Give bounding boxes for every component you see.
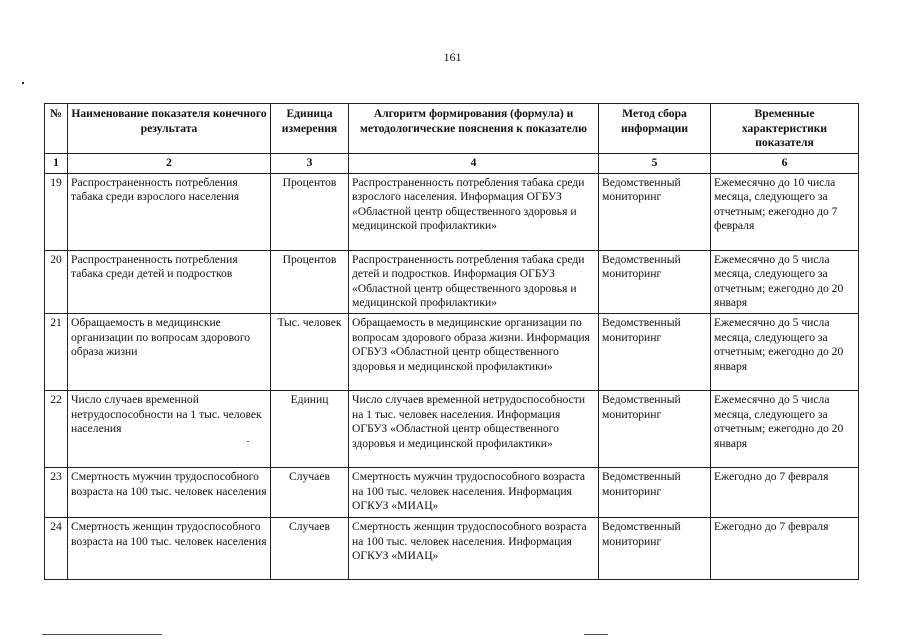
algorithm: Распространенность потребления табака среди детей и подростков. Информация ОГБУЗ «Областной центр общественного здоровья и медицинской профилактики» [349,250,599,313]
row-number: 19 [45,173,68,250]
row-number: 24 [45,517,68,579]
timing: Ежегодно до 7 февраля [711,517,859,579]
row-number: 22 [45,390,68,467]
unit: Тыс. человек [271,313,349,390]
timing: Ежегодно до 7 февраля [711,467,859,517]
table-row [45,250,859,313]
indicators-table [44,103,859,580]
scan-edge-line [584,634,608,635]
scan-speck [247,441,249,442]
algorithm: Число случаев временной нетрудоспособности на 1 тыс. человек населения. Информация ОГБУЗ «Областной центр общественного здоровья и медицинской профилактики» [349,390,599,467]
collection-method: Ведомственный мониторинг [599,173,711,250]
column-number: 1 [45,154,68,174]
algorithm: Смертность мужчин трудоспособного возраста на 100 тыс. человек населения. Информация ОГКУЗ «МИАЦ» [349,467,599,517]
column-number: 3 [271,154,349,174]
unit: Единиц [271,390,349,467]
row-number: 23 [45,467,68,517]
header-algorithm: Алгоритм формирования (формула) и методологические пояснения к показателю [349,104,599,154]
indicator-name: Обращаемость в медицинские организации по вопросам здорового образа жизни [68,313,271,390]
indicator-name: Распространенность потребления табака среди детей и подростков [68,250,271,313]
row-number: 20 [45,250,68,313]
unit: Процентов [271,250,349,313]
table-row [45,467,859,517]
indicator-name: Смертность женщин трудоспособного возраста на 100 тыс. человек населения [68,517,271,579]
collection-method: Ведомственный мониторинг [599,390,711,467]
table-row [45,390,859,467]
row-number: 21 [45,313,68,390]
column-number: 6 [711,154,859,174]
header-unit: Единица измерения [271,104,349,154]
indicator-name: Число случаев временной нетрудоспособности на 1 тыс. человек населения [68,390,271,467]
collection-method: Ведомственный мониторинг [599,517,711,579]
scan-speck [22,82,24,84]
timing: Ежемесячно до 5 числа месяца, следующего за отчетным; ежегодно до 20 января [711,250,859,313]
timing: Ежемесячно до 5 числа месяца, следующего за отчетным; ежегодно до 20 января [711,313,859,390]
algorithm: Смертность женщин трудоспособного возраста на 100 тыс. человек населения. Информация ОГКУЗ «МИАЦ» [349,517,599,579]
table-header-row [45,104,859,154]
header-timing: Временные характеристики показателя [711,104,859,154]
timing: Ежемесячно до 10 числа месяца, следующего за отчетным; ежегодно до 7 февраля [711,173,859,250]
header-indicator-name: Наименование показателя конечного результата [68,104,271,154]
timing: Ежемесячно до 5 числа месяца, следующего за отчетным; ежегодно до 20 января [711,390,859,467]
collection-method: Ведомственный мониторинг [599,467,711,517]
unit: Процентов [271,173,349,250]
column-number: 4 [349,154,599,174]
unit: Случаев [271,467,349,517]
table-row [45,173,859,250]
scan-edge-line [42,634,162,635]
table-row [45,517,859,579]
page-number: 161 [443,50,462,64]
algorithm: Распространенность потребления табака среди взрослого населения. Информация ОГБУЗ «Областной центр общественного здоровья и медицинской профилактики» [349,173,599,250]
header-method: Метод сбора информации [599,104,711,154]
algorithm: Обращаемость в медицинские организации по вопросам здорового образа жизни. Информация ОГБУЗ «Областной центр общественного здоровья и медицинской профилактики» [349,313,599,390]
header-number: № [45,104,68,154]
column-number: 5 [599,154,711,174]
indicator-name: Распространенность потребления табака среди взрослого населения [68,173,271,250]
column-number-row [45,154,859,174]
indicator-name: Смертность мужчин трудоспособного возраста на 100 тыс. человек населения [68,467,271,517]
collection-method: Ведомственный мониторинг [599,250,711,313]
unit: Случаев [271,517,349,579]
column-number: 2 [68,154,271,174]
collection-method: Ведомственный мониторинг [599,313,711,390]
table-row [45,313,859,390]
